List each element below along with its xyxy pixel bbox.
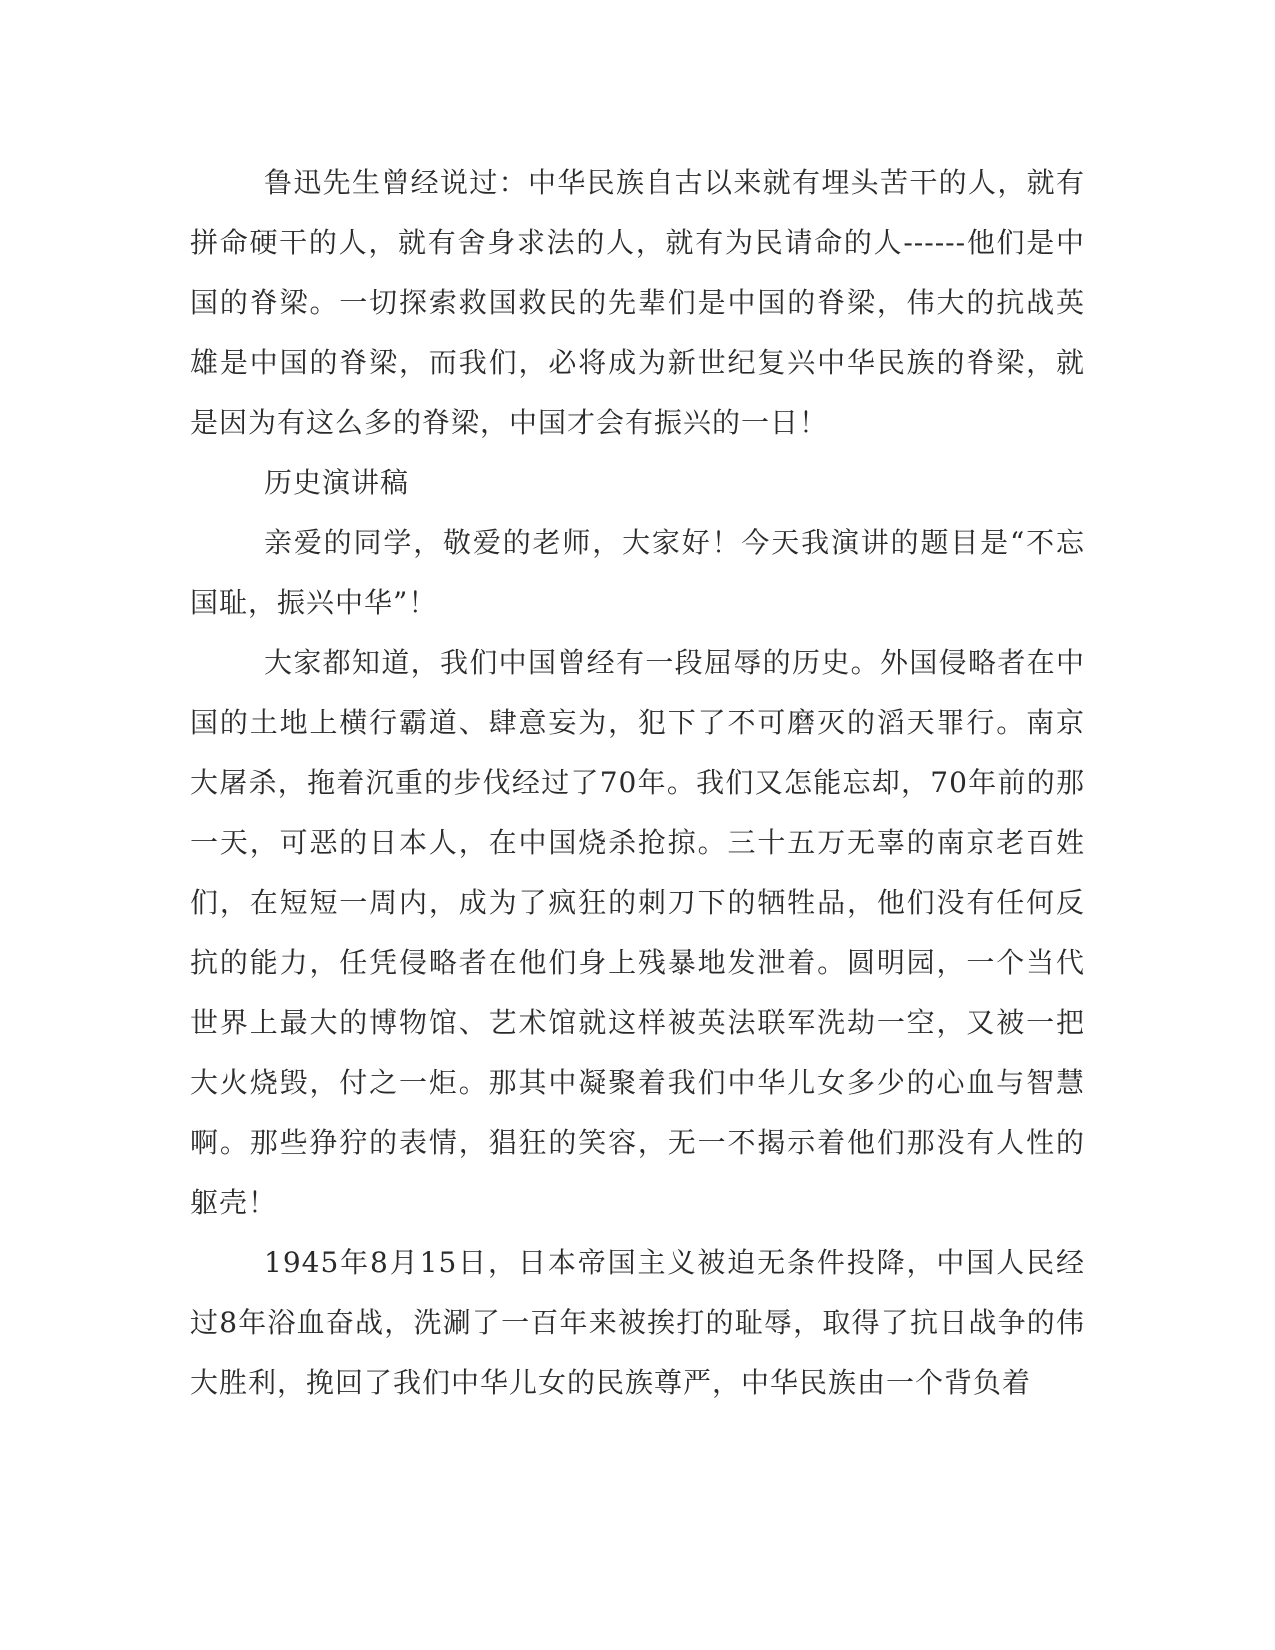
- document-body: [190, 153, 1085, 1413]
- paragraph-heading-speech: 历史演讲稿: [264, 466, 410, 499]
- paragraph-lu-xun-quote: 鲁迅先生曾经说过：中华民族自古以来就有埋头苦干的人，就有拼命硬干的人，就有舍身求法的人，就有为民请命的人------他们是中国的脊梁。一切探索救国救民的先辈们是中国的脊梁，伟大的抗战英雄是中国的脊梁，而我们，必将成为新世纪复兴中华民族的脊梁，就是因为有这么多的脊梁，中国才会有振兴的一日！: [190, 166, 1085, 439]
- paragraph-history: 大家都知道，我们中国曾经有一段屈辱的历史。外国侵略者在中国的土地上横行霸道、肆意妄为，犯下了不可磨灭的滔天罪行。南京大屠杀，拖着沉重的步伐经过了70年。我们又怎能忘却，70年前的那一天，可恶的日本人，在中国烧杀抢掠。三十五万无辜的南京老百姓们，在短短一周内，成为了疯狂的刺刀下的牺牲品，他们没有任何反抗的能力，任凭侵略者在他们身上残暴地发泄着。圆明园，一个当代世界上最大的博物馆、艺术馆就这样被英法联军洗劫一空，又被一把大火烧毁，付之一炬。那其中凝聚着我们中华儿女多少的心血与智慧啊。那些狰狞的表情，猖狂的笑容，无一不揭示着他们那没有人性的躯壳！: [190, 646, 1085, 1219]
- paragraph-greeting: 亲爱的同学，敬爱的老师，大家好！今天我演讲的题目是“不忘国耻，振兴中华”！: [190, 526, 1085, 619]
- paragraph-1945: 1945年8月15日，日本帝国主义被迫无条件投降，中国人民经过8年浴血奋战，洗涮了一百年来被挨打的耻辱，取得了抗日战争的伟大胜利，挽回了我们中华儿女的民族尊严，中华民族由一个背负着: [190, 1246, 1085, 1399]
